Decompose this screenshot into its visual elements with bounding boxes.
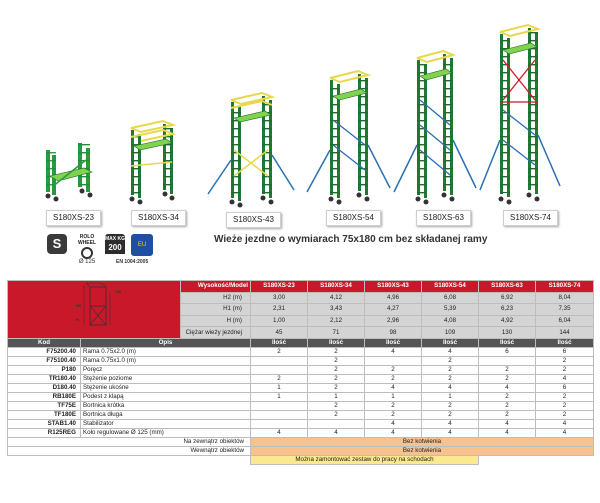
dim-value: 4,08 xyxy=(422,315,479,327)
col-opis: Opis xyxy=(81,339,251,348)
dim-value: 98 xyxy=(365,327,422,339)
note-value: Bez kotwienia xyxy=(251,438,594,447)
qty: 2 xyxy=(536,393,594,402)
scaffold-s180xs-74 xyxy=(480,25,560,205)
dim-value: 109 xyxy=(422,327,479,339)
col-ilosc: Ilość xyxy=(536,339,594,348)
part-code: F75200.40 xyxy=(8,348,81,357)
scaffold-s180xs-34 xyxy=(130,121,175,205)
dim-value: 4,92 xyxy=(479,315,536,327)
qty: 6 xyxy=(479,348,536,357)
qty: 2 xyxy=(536,402,594,411)
note-row-outdoor xyxy=(8,438,594,447)
part-code: R125REG xyxy=(8,429,81,438)
qty xyxy=(365,357,422,366)
wheel-badge-label: ROLO WHEEL xyxy=(77,234,97,246)
table-row xyxy=(8,384,594,393)
qty: 2 xyxy=(251,348,308,357)
note-label: Na zewnątrz obiektów xyxy=(8,438,251,447)
qty xyxy=(479,357,536,366)
dim-value: 4,96 xyxy=(365,292,422,304)
qty: 2 xyxy=(308,384,365,393)
dim-value: 2,31 xyxy=(251,304,308,316)
dim-value: 6,04 xyxy=(536,315,594,327)
dim-value: 4,12 xyxy=(308,292,365,304)
max-load-icon xyxy=(104,234,126,260)
qty: 2 xyxy=(251,375,308,384)
qty: 2 xyxy=(365,375,422,384)
dim-value: 2,12 xyxy=(308,315,365,327)
qty: 4 xyxy=(536,375,594,384)
part-code: TR180.40 xyxy=(8,375,81,384)
qty: 2 xyxy=(422,411,479,420)
max-load-value: 200 xyxy=(108,243,122,252)
scaffold-diagram-icon xyxy=(44,281,144,335)
wheel-diameter: Ø 125 xyxy=(78,259,96,265)
qty: 4 xyxy=(365,420,422,429)
col-kod: Kod xyxy=(8,339,81,348)
qty: 2 xyxy=(365,366,422,375)
max-load-label: MAX KG xyxy=(105,236,125,242)
eu-flag-icon: EU xyxy=(131,234,153,256)
qty xyxy=(251,420,308,429)
qty: 2 xyxy=(422,366,479,375)
dim-value: 7,35 xyxy=(536,304,594,316)
qty: 4 xyxy=(365,384,422,393)
page-title: Wieże jezdne o wymiarach 75x180 cm bez składanej ramy xyxy=(214,234,488,245)
dim-value: 5,39 xyxy=(422,304,479,316)
dim-value: 45 xyxy=(251,327,308,339)
qty: 2 xyxy=(536,357,594,366)
qty: 1 xyxy=(251,384,308,393)
dim-value: 3,00 xyxy=(251,292,308,304)
model-label-s180xs-63: S180XS-63 xyxy=(416,210,471,226)
model-label-s180xs-43: S180XS-43 xyxy=(226,212,281,228)
part-desc: Poręcz xyxy=(81,366,251,375)
scaffold-pictogram xyxy=(8,281,181,339)
scaffold-illustrations xyxy=(0,0,600,232)
table-row xyxy=(8,411,594,420)
qty: 2 xyxy=(479,402,536,411)
qty: 2 xyxy=(308,357,365,366)
dim-value: 2,96 xyxy=(365,315,422,327)
col-ilosc: Ilość xyxy=(251,339,308,348)
column-header-row xyxy=(8,339,594,348)
model-label-s180xs-54: S180XS-54 xyxy=(326,210,381,226)
table-row xyxy=(8,402,594,411)
wheel-icon xyxy=(76,234,98,265)
part-code: TF75E xyxy=(8,402,81,411)
scaffold-s180xs-23 xyxy=(46,143,93,202)
qty: 4 xyxy=(479,384,536,393)
footer-note-row xyxy=(8,456,594,465)
model-label-s180xs-23: S180XS-23 xyxy=(46,210,101,226)
qty: 4 xyxy=(251,429,308,438)
table-row xyxy=(8,375,594,384)
qty xyxy=(251,402,308,411)
col-ilosc: Ilość xyxy=(365,339,422,348)
qty: 4 xyxy=(536,420,594,429)
header-label: Wysokość/Model xyxy=(181,281,251,293)
dim-label: H (m) xyxy=(181,315,251,327)
dim-value: 8,04 xyxy=(536,292,594,304)
table-row xyxy=(8,429,594,438)
model-col-4: S180XS-54 xyxy=(422,281,479,293)
pictogram-h1-label: H1 xyxy=(76,303,82,308)
qty: 4 xyxy=(308,429,365,438)
qty xyxy=(251,366,308,375)
scaffold-s180xs-54 xyxy=(307,71,390,205)
note-label: Wewnątrz obiektów xyxy=(8,447,251,456)
dim-label: H1 (m) xyxy=(181,304,251,316)
scaffold-s180xs-43 xyxy=(208,93,294,208)
qty: 6 xyxy=(536,384,594,393)
qty xyxy=(251,411,308,420)
dim-value: 4,27 xyxy=(365,304,422,316)
qty: 4 xyxy=(365,429,422,438)
wheel-circle-icon xyxy=(81,247,93,259)
qty xyxy=(308,420,365,429)
qty: 2 xyxy=(479,366,536,375)
model-col-6: S180XS-74 xyxy=(536,281,594,293)
qty: 2 xyxy=(308,411,365,420)
qty: 1 xyxy=(308,393,365,402)
scaffold-s180xs-63 xyxy=(394,51,476,205)
footer-note: Można zamontować zestaw do pracy na schodach xyxy=(251,456,479,465)
part-desc: Stężenie poziome xyxy=(81,375,251,384)
qty: 2 xyxy=(479,411,536,420)
qty: 4 xyxy=(422,348,479,357)
table-row xyxy=(8,357,594,366)
pictogram-h2-label: H2 xyxy=(116,289,122,294)
part-desc: Podest z klapą xyxy=(81,393,251,402)
part-code: F75100.40 xyxy=(8,357,81,366)
model-col-3: S180XS-43 xyxy=(365,281,422,293)
qty: 2 xyxy=(308,402,365,411)
part-code: STAB1.40 xyxy=(8,420,81,429)
part-desc: Stężenie ukośne xyxy=(81,384,251,393)
qty: 2 xyxy=(422,357,479,366)
dim-value: 6,23 xyxy=(479,304,536,316)
model-label-s180xs-74: S180XS-74 xyxy=(503,210,558,226)
qty: 4 xyxy=(422,429,479,438)
qty: 2 xyxy=(308,348,365,357)
part-code: D180.40 xyxy=(8,384,81,393)
qty: 2 xyxy=(536,411,594,420)
dim-value: 71 xyxy=(308,327,365,339)
qty: 1 xyxy=(422,393,479,402)
note-value: Bez kotwienia xyxy=(251,447,594,456)
table-row xyxy=(8,393,594,402)
qty: 4 xyxy=(422,384,479,393)
qty: 1 xyxy=(251,393,308,402)
dim-label: Ciężar wieży jezdnej xyxy=(181,327,251,339)
part-desc: Bortnica długa xyxy=(81,411,251,420)
part-desc: Stabilizator xyxy=(81,420,251,429)
dim-label: H2 (m) xyxy=(181,292,251,304)
qty: 2 xyxy=(365,411,422,420)
table-row xyxy=(8,420,594,429)
note-row-indoor xyxy=(8,447,594,456)
qty xyxy=(251,357,308,366)
dim-value: 6,08 xyxy=(422,292,479,304)
qty: 2 xyxy=(365,402,422,411)
part-desc: Rama 0.75x1.0 (m) xyxy=(81,357,251,366)
pictogram-h-label: H xyxy=(76,317,79,322)
part-code: TF180E xyxy=(8,411,81,420)
qty: 1 xyxy=(365,393,422,402)
col-ilosc: Ilość xyxy=(479,339,536,348)
model-header-row xyxy=(8,281,594,293)
table-row xyxy=(8,366,594,375)
qty: 2 xyxy=(308,375,365,384)
norm-label: EN 1004:2005 xyxy=(116,259,149,265)
s-badge: S xyxy=(47,234,67,254)
part-code: P180 xyxy=(8,366,81,375)
part-desc: Koło regulowane Ø 125 (mm) xyxy=(81,429,251,438)
qty: 2 xyxy=(308,366,365,375)
qty: 2 xyxy=(422,402,479,411)
qty: 2 xyxy=(479,393,536,402)
dim-value: 6,92 xyxy=(479,292,536,304)
qty: 4 xyxy=(422,420,479,429)
dim-value: 3,43 xyxy=(308,304,365,316)
table-row xyxy=(8,348,594,357)
spec-table xyxy=(7,280,594,465)
model-label-s180xs-34: S180XS-34 xyxy=(131,210,186,226)
qty: 2 xyxy=(479,375,536,384)
qty: 4 xyxy=(479,429,536,438)
qty: 6 xyxy=(536,348,594,357)
col-ilosc: Ilość xyxy=(422,339,479,348)
part-desc: Rama 0.75x2.0 (m) xyxy=(81,348,251,357)
model-col-2: S180XS-34 xyxy=(308,281,365,293)
model-col-5: S180XS-63 xyxy=(479,281,536,293)
qty: 2 xyxy=(536,366,594,375)
dim-value: 144 xyxy=(536,327,594,339)
qty: 4 xyxy=(479,420,536,429)
part-desc: Bortnica krótka xyxy=(81,402,251,411)
qty: 4 xyxy=(536,429,594,438)
part-code: RB180E xyxy=(8,393,81,402)
dim-value: 130 xyxy=(479,327,536,339)
model-col-1: S180XS-23 xyxy=(251,281,308,293)
col-ilosc: Ilość xyxy=(308,339,365,348)
dim-value: 1,00 xyxy=(251,315,308,327)
qty: 4 xyxy=(365,348,422,357)
qty: 2 xyxy=(422,375,479,384)
